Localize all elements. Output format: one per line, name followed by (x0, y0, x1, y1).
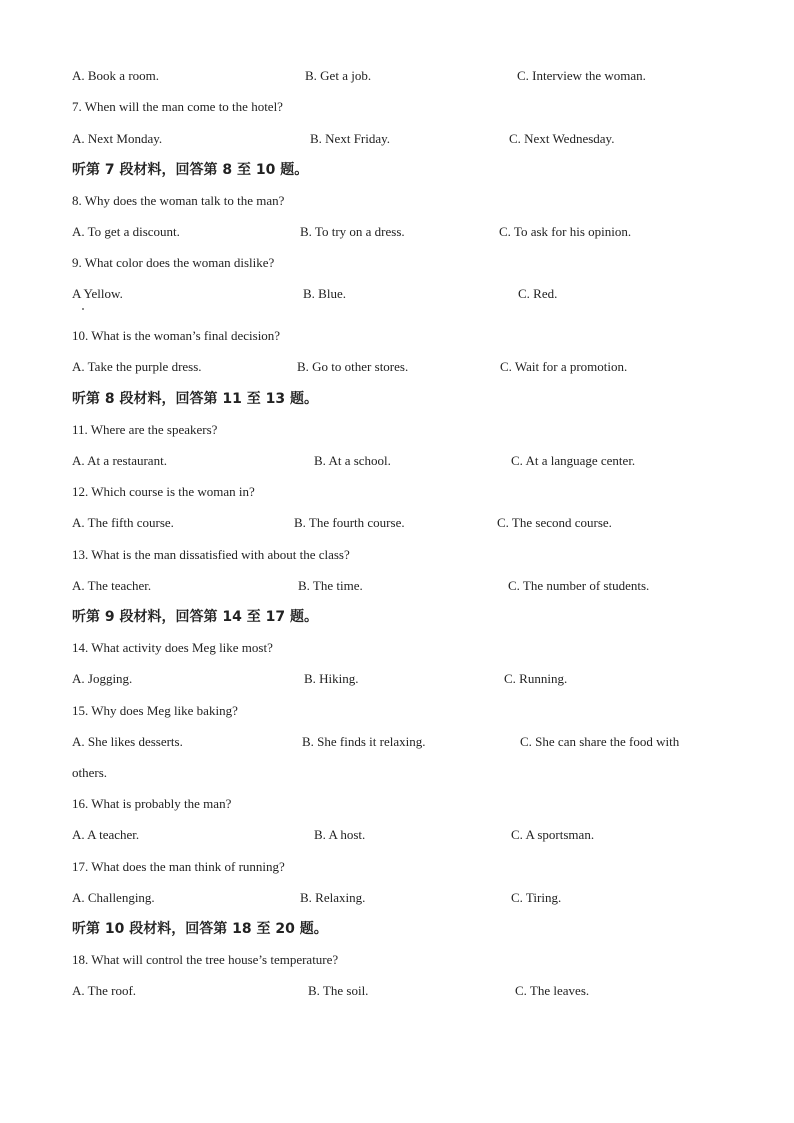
q13-option-a: A. The teacher. (72, 578, 152, 593)
q8-option-b: B. To try on a dress. (300, 224, 405, 239)
question-13: 13. What is the man dissatisfied with about the class? (72, 547, 350, 562)
q10-option-b: B. Go to other stores. (297, 359, 409, 374)
question-16: 16. What is probably the man? (72, 796, 232, 811)
q6-option-a: A. Book a room. (72, 68, 160, 83)
question-7: 7. When will the man come to the hotel? (72, 99, 283, 114)
q10-option-c: C. Wait for a promotion. (500, 359, 628, 374)
q8-option-a: A. To get a discount. (72, 224, 180, 239)
q14-option-b: B. Hiking. (304, 671, 359, 686)
section-heading-9: 听第 9 段材料，回答第 14 至 17 题。 (72, 609, 318, 625)
question-14: 14. What activity does Meg like most? (72, 640, 273, 655)
q14-option-c: C. Running. (504, 671, 568, 686)
section-heading-8: 听第 8 段材料，回答第 11 至 13 题。 (72, 391, 318, 407)
q13-option-b: B. The time. (298, 578, 363, 593)
q8-option-c: C. To ask for his opinion. (499, 224, 632, 239)
q6-option-b: B. Get a job. (305, 68, 372, 83)
q17-option-b: B. Relaxing. (300, 890, 366, 905)
q14-option-a: A. Jogging. (72, 671, 133, 686)
q12-option-c: C. The second course. (497, 515, 612, 530)
q12-option-a: A. The fifth course. (72, 515, 174, 530)
q17-option-a: A. Challenging. (72, 890, 155, 905)
q15-option-b: B. She finds it relaxing. (302, 734, 426, 749)
q16-option-c: C. A sportsman. (511, 827, 595, 842)
q11-option-a: A. At a restaurant. (72, 453, 167, 468)
q11-option-b: B. At a school. (314, 453, 391, 468)
question-8: 8. Why does the woman talk to the man? (72, 193, 285, 208)
q15-option-c-continuation: others. (72, 765, 108, 780)
q10-option-a: A. Take the purple dress. (72, 359, 202, 374)
stray-dot (82, 308, 84, 310)
q18-option-a: A. The roof. (72, 983, 137, 998)
question-11: 11. Where are the speakers? (72, 422, 218, 437)
q16-option-b: B. A host. (314, 827, 366, 842)
question-18: 18. What will control the tree house’s temperature? (72, 952, 339, 967)
q9-option-a: A Yellow. (72, 286, 123, 301)
q15-option-a: A. She likes desserts. (72, 734, 183, 749)
q9-option-c: C. Red. (518, 286, 558, 301)
question-9: 9. What color does the woman dislike? (72, 255, 275, 270)
q16-option-a: A. A teacher. (72, 827, 140, 842)
q7-option-b: B. Next Friday. (310, 131, 391, 146)
q7-option-a: A. Next Monday. (72, 131, 163, 146)
q7-option-c: C. Next Wednesday. (509, 131, 615, 146)
q6-option-c: C. Interview the woman. (517, 68, 646, 83)
question-17: 17. What does the man think of running? (72, 859, 285, 874)
question-10: 10. What is the woman’s final decision? (72, 328, 281, 343)
q11-option-c: C. At a language center. (511, 453, 636, 468)
section-heading-7: 听第 7 段材料，回答第 8 至 10 题。 (72, 162, 309, 178)
section-heading-10: 听第 10 段材料，回答第 18 至 20 题。 (72, 921, 328, 937)
q18-option-c: C. The leaves. (515, 983, 590, 998)
q15-option-c: C. She can share the food with (520, 734, 680, 749)
question-12: 12. Which course is the woman in? (72, 484, 255, 499)
q12-option-b: B. The fourth course. (294, 515, 405, 530)
q17-option-c: C. Tiring. (511, 890, 562, 905)
q18-option-b: B. The soil. (308, 983, 369, 998)
question-15: 15. Why does Meg like baking? (72, 703, 238, 718)
q13-option-c: C. The number of students. (508, 578, 650, 593)
q9-option-b: B. Blue. (303, 286, 346, 301)
